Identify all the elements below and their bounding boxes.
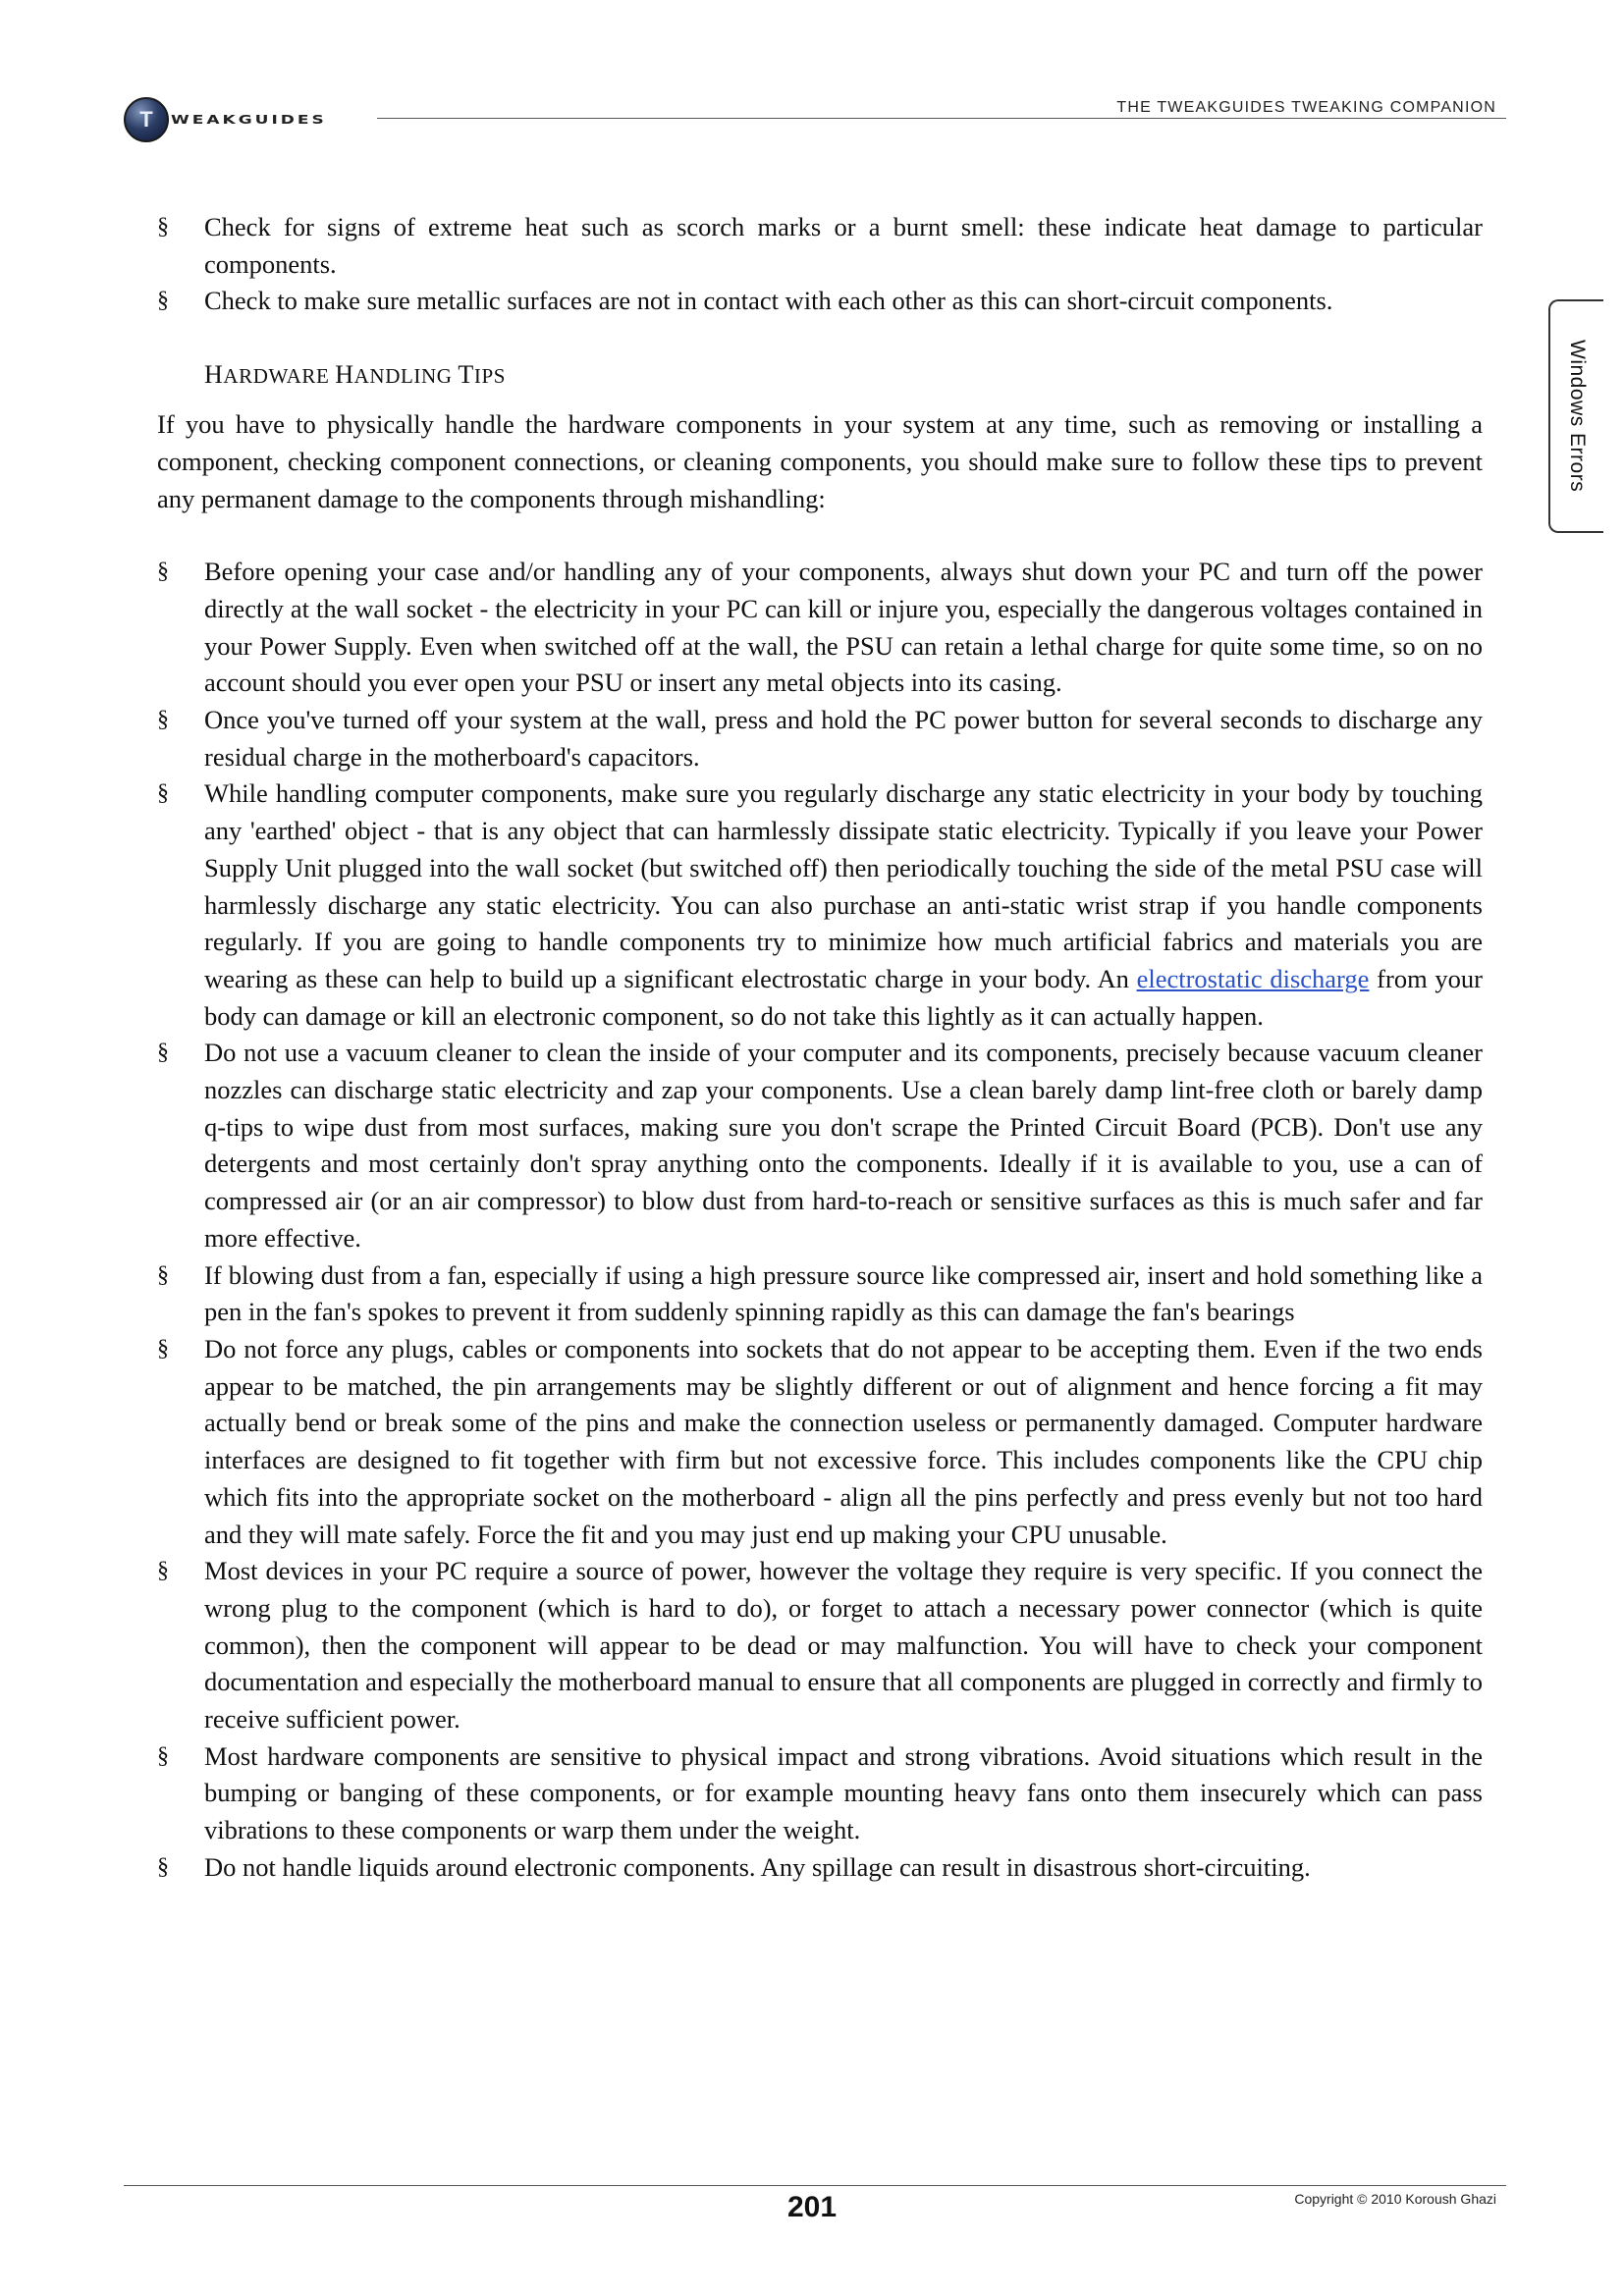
footer-divider (124, 2185, 1506, 2186)
bullet-section-sign: § (157, 1335, 169, 1362)
page-number: 201 (786, 2191, 838, 2223)
bullet-section-sign: § (157, 1040, 169, 1066)
list-item (157, 775, 1483, 1035)
bullet-section-sign: § (157, 214, 169, 240)
list-item-text: Check for signs of extreme heat such as scorch marks or a burnt smell: these indicate heat damage to particular components. (204, 212, 1483, 279)
bullet-section-sign: § (157, 288, 169, 314)
list-item-text: Do not force any plugs, cables or components into sockets that do not appear to be accepting them. Even if the two ends appear to be matched, the pin arrangements may be slightly different or out of alignment and hence forcing a fit may actually bend or break some of the pins and make the connection useless or permanently damaged. Computer hardware interfaces are designed to fit together with firm but not excessive force. This includes components like the CPU chip which fits into the appropriate socket on the motherboard - align all the pins perfectly and press evenly but not too hard and they will mate safely. Force the fit and you may just end up making your CPU unusable. (204, 1333, 1483, 1549)
list-item-text: Do not handle liquids around electronic components. Any spillage can result in disastrous short-circuiting. (204, 1851, 1311, 1882)
bullet-section-sign: § (157, 1261, 169, 1288)
heading-initial: H (204, 360, 224, 390)
list-item-text (204, 778, 1483, 1030)
page-body (157, 209, 1483, 1887)
list-item-text: Once you've turned off your system at the wall, press and hold the PC power button for several seconds to discharge any residual charge in the motherboard's capacitors. (204, 705, 1483, 772)
list-item-text: Check to make sure metallic surfaces are not in contact with each other as this can short-circuit components. (204, 286, 1333, 316)
chapter-side-tab[interactable] (1548, 299, 1603, 533)
bullet-section-sign: § (157, 780, 169, 807)
list-item (157, 1849, 1483, 1887)
hardware-tips-list (157, 554, 1483, 1886)
logo-emblem-icon: T (124, 97, 169, 142)
running-header-title: THE TWEAKGUIDES TWEAKING COMPANION (1116, 99, 1496, 116)
list-item (157, 1738, 1483, 1849)
list-item (157, 1331, 1483, 1553)
list-item (157, 1553, 1483, 1738)
list-item-text: Do not use a vacuum cleaner to clean the inside of your computer and its components, precisely because vacuum cleaner nozzles can discharge static electricity and zap your components. Use a clean barely damp lint-free cloth or barely damp q-tips to wipe dust from most surfaces, making sure you don't scrape the Printed Circuit Board (PCB). Don't use any detergents and most certainly don't spray anything onto the components. Ideally if it is available to you, use a can of compressed air (or an air compressor) to blow dust from hard-to-reach or sensitive surfaces as this is much safer and far more effective. (204, 1038, 1483, 1253)
chapter-side-tab-label: Windows Errors (1566, 340, 1589, 493)
heading-initial: T (458, 360, 474, 390)
list-item-text-after-link: from your body can damage or kill an electronic component, so do not take this lightly as it can actually happen. (204, 963, 1484, 1031)
heading-initial: H (335, 360, 354, 390)
copyright-notice: Copyright © 2010 Koroush Ghazi (1294, 2191, 1496, 2207)
list-item (157, 209, 1483, 283)
list-item (157, 702, 1483, 775)
header-divider (377, 118, 1506, 119)
list-item-text: Before opening your case and/or handling any of your components, always shut down your PC and turn off the power directly at the wall socket - the electricity in your PC can kill or injure you, especially the dangerous voltages contained in your Power Supply. Even when switched off at the wall, the PSU can retain a lethal charge for quite some time, so on no account should you ever open your PSU or insert any metal objects into its casing. (204, 557, 1483, 698)
list-item (157, 554, 1483, 702)
top-bullet-list (157, 209, 1483, 320)
heading-word: ANDLING (353, 364, 453, 389)
heading-word: IPS (473, 364, 507, 389)
tweakguides-logo (124, 94, 327, 145)
bullet-section-sign: § (157, 1853, 169, 1880)
list-item (157, 1035, 1483, 1256)
logo-wordmark: WEAKGUIDES (171, 112, 327, 128)
section-heading (204, 356, 1483, 395)
list-item (157, 283, 1483, 320)
section-intro-paragraph: If you have to physically handle the hardware components in your system at any time, such as removing or installing a component, checking component connections, or cleaning components, you should make sure to follow these tips to prevent any permanent damage to the components through mishandling: (157, 409, 1483, 513)
heading-word: ARDWARE (223, 364, 330, 389)
electrostatic-discharge-link[interactable]: electrostatic discharge (1136, 963, 1370, 993)
bullet-section-sign: § (157, 707, 169, 733)
bullet-section-sign: § (157, 559, 169, 585)
bullet-section-sign: § (157, 1558, 169, 1584)
list-item-text-before-link: While handling computer components, make sure you regularly discharge any static electricity in your body by touching any 'earthed' object - that is any object that can harmlessly dissipate static electricity. Typically if you leave your Power Supply Unit plugged into the wall socket (but switched off) then periodically touching the side of the metal PSU case will harmlessly discharge any static electricity. You can also purchase an anti-static wrist strap if you handle components regularly. If you are going to handle components try to minimize how much artificial fabrics and materials you are wearing as these can help to build up a significant electrostatic charge in your body. An (204, 778, 1483, 993)
list-item-text: Most devices in your PC require a source of power, however the voltage they require is very specific. If you connect the wrong plug to the component (which is hard to do), or forget to attach a necessary power connector (which is quite common), then the component will appear to be dead or may malfunction. You will have to check your component documentation and especially the motherboard manual to ensure that all components are plugged in correctly and firmly to receive sufficient power. (204, 1556, 1483, 1735)
bullet-section-sign: § (157, 1742, 169, 1769)
list-item-text: If blowing dust from a fan, especially if using a high pressure source like compressed air, insert and hold something like a pen in the fan's spokes to prevent it from suddenly spinning rapidly as this can damage the fan's bearings (204, 1259, 1483, 1327)
list-item-text: Most hardware components are sensitive to physical impact and strong vibrations. Avoid situations which result in the bumping or banging of these components, or for example mounting heavy fans onto them insecurely which can pass vibrations to these components or warp them under the weight. (204, 1740, 1483, 1845)
list-item (157, 1257, 1483, 1331)
